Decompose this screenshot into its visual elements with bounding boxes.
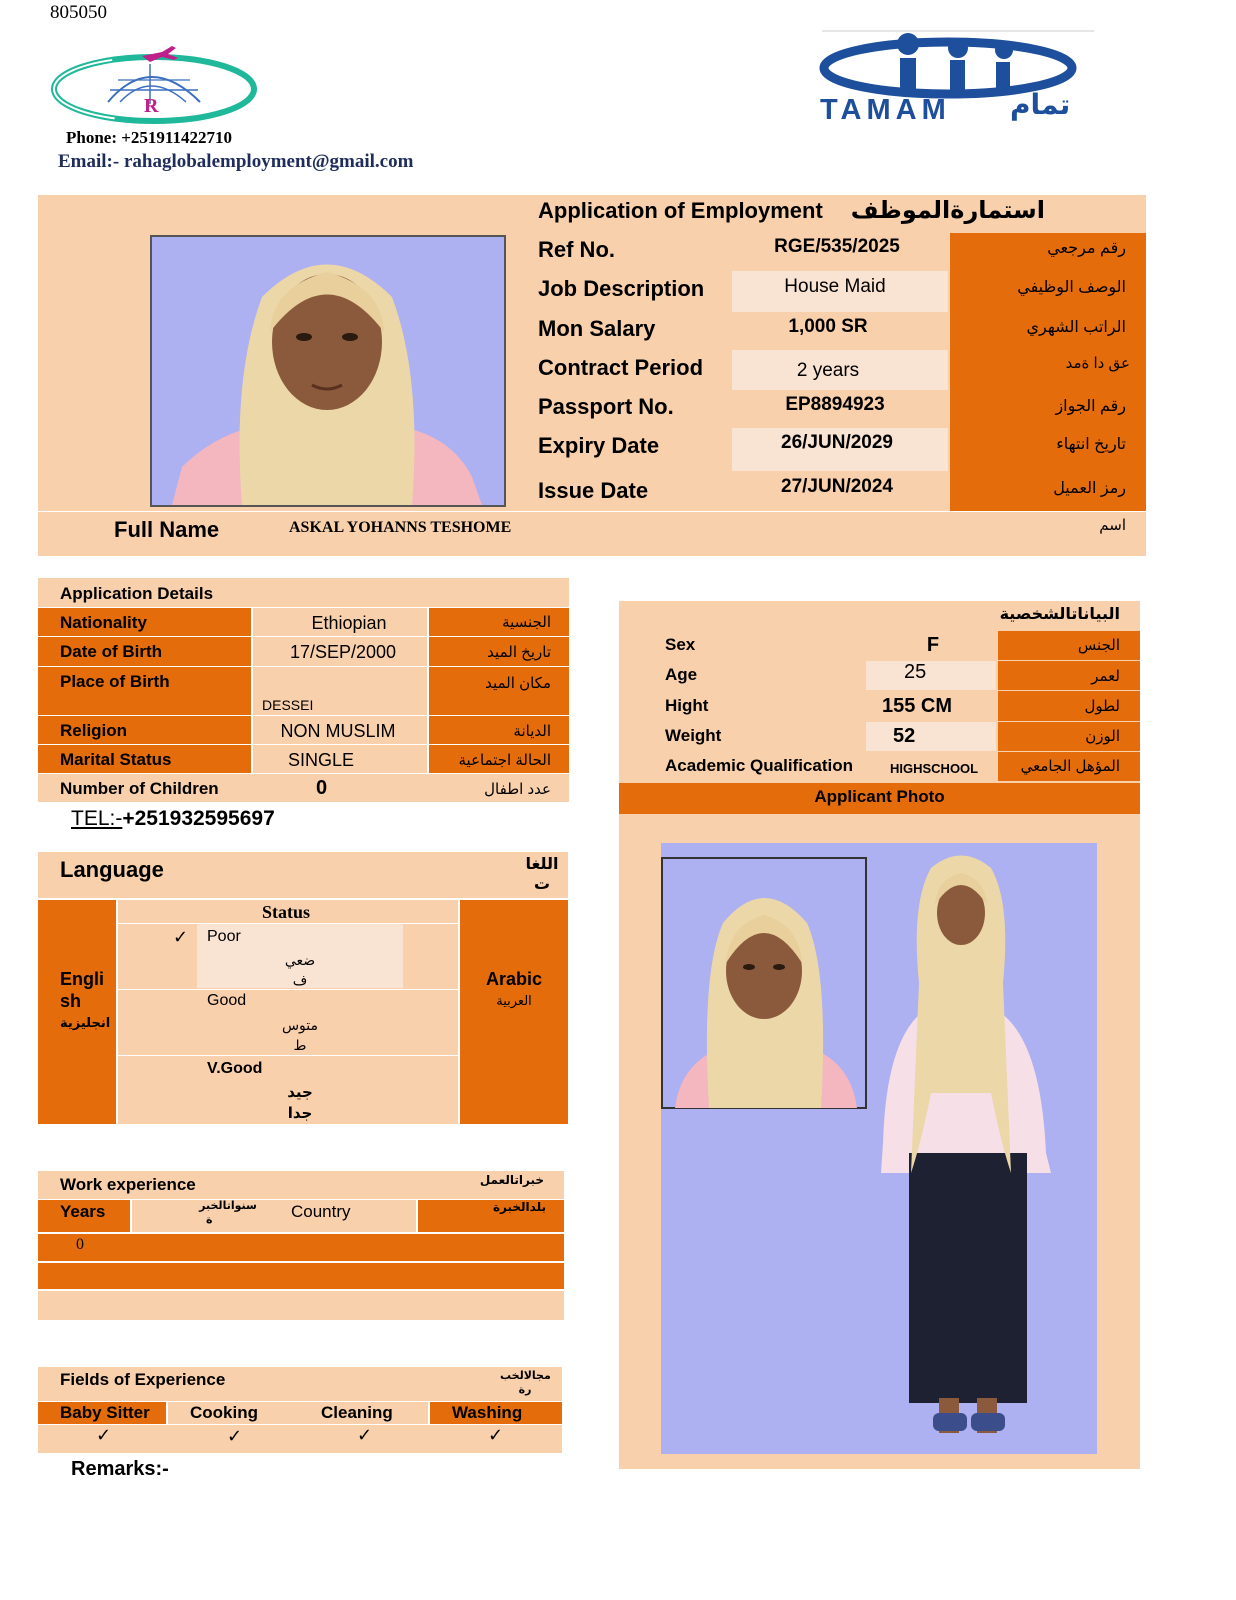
vgood-arabic: جيد جدا bbox=[287, 1084, 313, 1122]
language-title-arabic: اللغا ت bbox=[525, 856, 559, 893]
age-arabic: لعمر bbox=[1091, 668, 1120, 685]
work-row bbox=[38, 1291, 564, 1320]
applicant-photo-label: Applicant Photo bbox=[814, 787, 945, 806]
contract-period-label: Contract Period bbox=[538, 355, 704, 380]
arabic-column bbox=[460, 900, 568, 1124]
children-arabic: عدد اطفال bbox=[484, 781, 551, 798]
work-years-value: 0 bbox=[76, 1236, 84, 1253]
qualification-arabic: المؤهل الجامعي bbox=[1020, 758, 1120, 775]
vgood-label: V.Good bbox=[207, 1060, 263, 1077]
nationality-arabic: الجنسية bbox=[502, 614, 551, 631]
good-arabic: متوس ط bbox=[281, 1017, 319, 1053]
work-title-arabic: خبراتالعمل bbox=[479, 1173, 544, 1187]
expiry-date-value: 26/JUN/2029 bbox=[781, 432, 893, 453]
sex-arabic: الجنس bbox=[1077, 637, 1120, 654]
salary-arabic: الراتب الشهري bbox=[1026, 319, 1126, 336]
job-description-value: House Maid bbox=[784, 276, 886, 297]
poor-label: Poor bbox=[207, 928, 241, 945]
fields-checks-row bbox=[38, 1425, 562, 1453]
ref-no-value: RGE/535/2025 bbox=[774, 236, 900, 257]
place-of-birth-arabic: مكان الميد bbox=[485, 675, 551, 692]
status-label: Status bbox=[262, 902, 311, 922]
religion-value: NON MUSLIM bbox=[280, 721, 396, 741]
nationality-value: Ethiopian bbox=[311, 613, 387, 633]
children-value: 0 bbox=[316, 777, 328, 799]
baby-sitter-check-icon: ✓ bbox=[96, 1425, 112, 1446]
personal-title-arabic: البياناتالشخصية bbox=[999, 606, 1120, 623]
salary-label: Mon Salary bbox=[538, 316, 656, 341]
tamam-logo-text: TAMAM bbox=[820, 94, 951, 126]
height-label: Hight bbox=[665, 696, 709, 715]
weight-arabic: الوزن bbox=[1085, 728, 1120, 745]
full-name-value: ASKAL YOHANNS TESHOME bbox=[289, 519, 512, 536]
country-label: Country bbox=[291, 1202, 351, 1221]
washing-check-icon: ✓ bbox=[488, 1425, 504, 1446]
marital-status-value: SINGLE bbox=[287, 750, 355, 770]
ref-no-arabic: رقم مرجعي bbox=[1047, 240, 1126, 257]
nationality-label: Nationality bbox=[60, 613, 147, 632]
contract-period-value: 2 years bbox=[796, 360, 860, 381]
field-baby-sitter: Baby Sitter bbox=[60, 1403, 150, 1422]
fields-title-arabic: مجالالخب رة bbox=[500, 1370, 551, 1396]
applicant-headshot bbox=[150, 235, 506, 507]
work-row bbox=[38, 1234, 564, 1261]
salary-value: 1,000 SR bbox=[788, 316, 868, 337]
height-value: 155 CM bbox=[882, 695, 953, 717]
marital-status-label: Marital Status bbox=[60, 750, 172, 769]
ref-no-label: Ref No. bbox=[538, 237, 615, 262]
age-value: 25 bbox=[904, 661, 927, 683]
poor-check-icon: ✓ bbox=[173, 927, 189, 948]
full-name-label: Full Name bbox=[114, 517, 220, 542]
field-cleaning: Cleaning bbox=[321, 1403, 393, 1422]
tamam-logo-arabic: تمام bbox=[1010, 89, 1071, 120]
tel-number: +251932595697 bbox=[122, 807, 275, 830]
raha-logo bbox=[50, 42, 262, 128]
issue-date-value: 27/JUN/2024 bbox=[781, 476, 893, 497]
good-label: Good bbox=[207, 992, 247, 1009]
weight-value: 52 bbox=[893, 725, 916, 747]
cleaning-check-icon: ✓ bbox=[357, 1425, 373, 1446]
email-text: Email:- rahaglobalemployment@gmail.com bbox=[58, 151, 414, 172]
contract-period-arabic: عق دا ةمد bbox=[1065, 355, 1130, 372]
svg-text:R: R bbox=[144, 95, 159, 117]
marital-status-arabic: الحالة اجتماعية bbox=[458, 752, 551, 769]
tel-label: TEL:- bbox=[71, 807, 123, 830]
fields-title: Fields of Experience bbox=[60, 1370, 226, 1389]
issue-date-arabic: رمز العميل bbox=[1053, 480, 1126, 497]
poor-arabic: ضعي ف bbox=[284, 952, 316, 988]
application-title-arabic: استمارةالموظف bbox=[850, 197, 1045, 224]
qualification-label: Academic Qualification bbox=[665, 756, 853, 775]
country-arabic: بلدالخبرة bbox=[492, 1200, 546, 1214]
remarks-label: Remarks:- bbox=[71, 1458, 169, 1480]
english-label: Engli sh انجليزية bbox=[60, 969, 111, 1030]
place-of-birth-value: DESSEI bbox=[262, 697, 314, 713]
children-label: Number of Children bbox=[60, 779, 219, 798]
issue-date-label: Issue Date bbox=[538, 478, 649, 503]
religion-label: Religion bbox=[60, 721, 128, 740]
document-code: 805050 bbox=[50, 2, 107, 23]
sex-value: F bbox=[926, 634, 940, 656]
sex-label: Sex bbox=[665, 635, 696, 654]
cooking-check-icon: ✓ bbox=[227, 1426, 243, 1447]
language-title: Language bbox=[60, 857, 164, 882]
full-name-arabic: اسم bbox=[1099, 517, 1126, 534]
date-of-birth-arabic: تاريخ الميد bbox=[487, 644, 551, 661]
weight-label: Weight bbox=[665, 726, 722, 745]
job-description-label: Job Description bbox=[538, 276, 705, 301]
applicant-full-photo bbox=[661, 843, 1097, 1454]
place-of-birth-label: Place of Birth bbox=[60, 672, 170, 691]
job-description-arabic: الوصف الوظيفي bbox=[1017, 279, 1126, 296]
religion-arabic: الديانة bbox=[513, 723, 551, 740]
age-label: Age bbox=[665, 665, 698, 684]
passport-arabic: رقم الجواز bbox=[1055, 398, 1126, 415]
application-title: Application of Employment bbox=[538, 198, 823, 223]
work-row bbox=[38, 1263, 564, 1289]
field-washing: Washing bbox=[452, 1403, 523, 1422]
expiry-date-arabic: تاريخ انتهاء bbox=[1056, 436, 1126, 453]
passport-label: Passport No. bbox=[538, 394, 674, 419]
work-title: Work experience bbox=[60, 1175, 196, 1194]
date-of-birth-value: 17/SEP/2000 bbox=[289, 642, 397, 662]
height-arabic: لطول bbox=[1084, 698, 1120, 715]
date-of-birth-label: Date of Birth bbox=[60, 642, 162, 661]
field-cooking: Cooking bbox=[190, 1403, 258, 1422]
details-title: Application Details bbox=[60, 584, 214, 603]
phone-text: Phone: +251911422710 bbox=[66, 128, 232, 147]
years-label: Years bbox=[60, 1202, 106, 1221]
qualification-value: HIGHSCHOOL bbox=[890, 761, 979, 776]
years-arabic: سنواتالخبر ة bbox=[199, 1200, 257, 1226]
tamam-logo bbox=[818, 28, 1100, 128]
passport-value: EP8894923 bbox=[785, 394, 885, 415]
arabic-label: Arabic العربية bbox=[485, 969, 543, 1008]
expiry-date-label: Expiry Date bbox=[538, 433, 660, 458]
